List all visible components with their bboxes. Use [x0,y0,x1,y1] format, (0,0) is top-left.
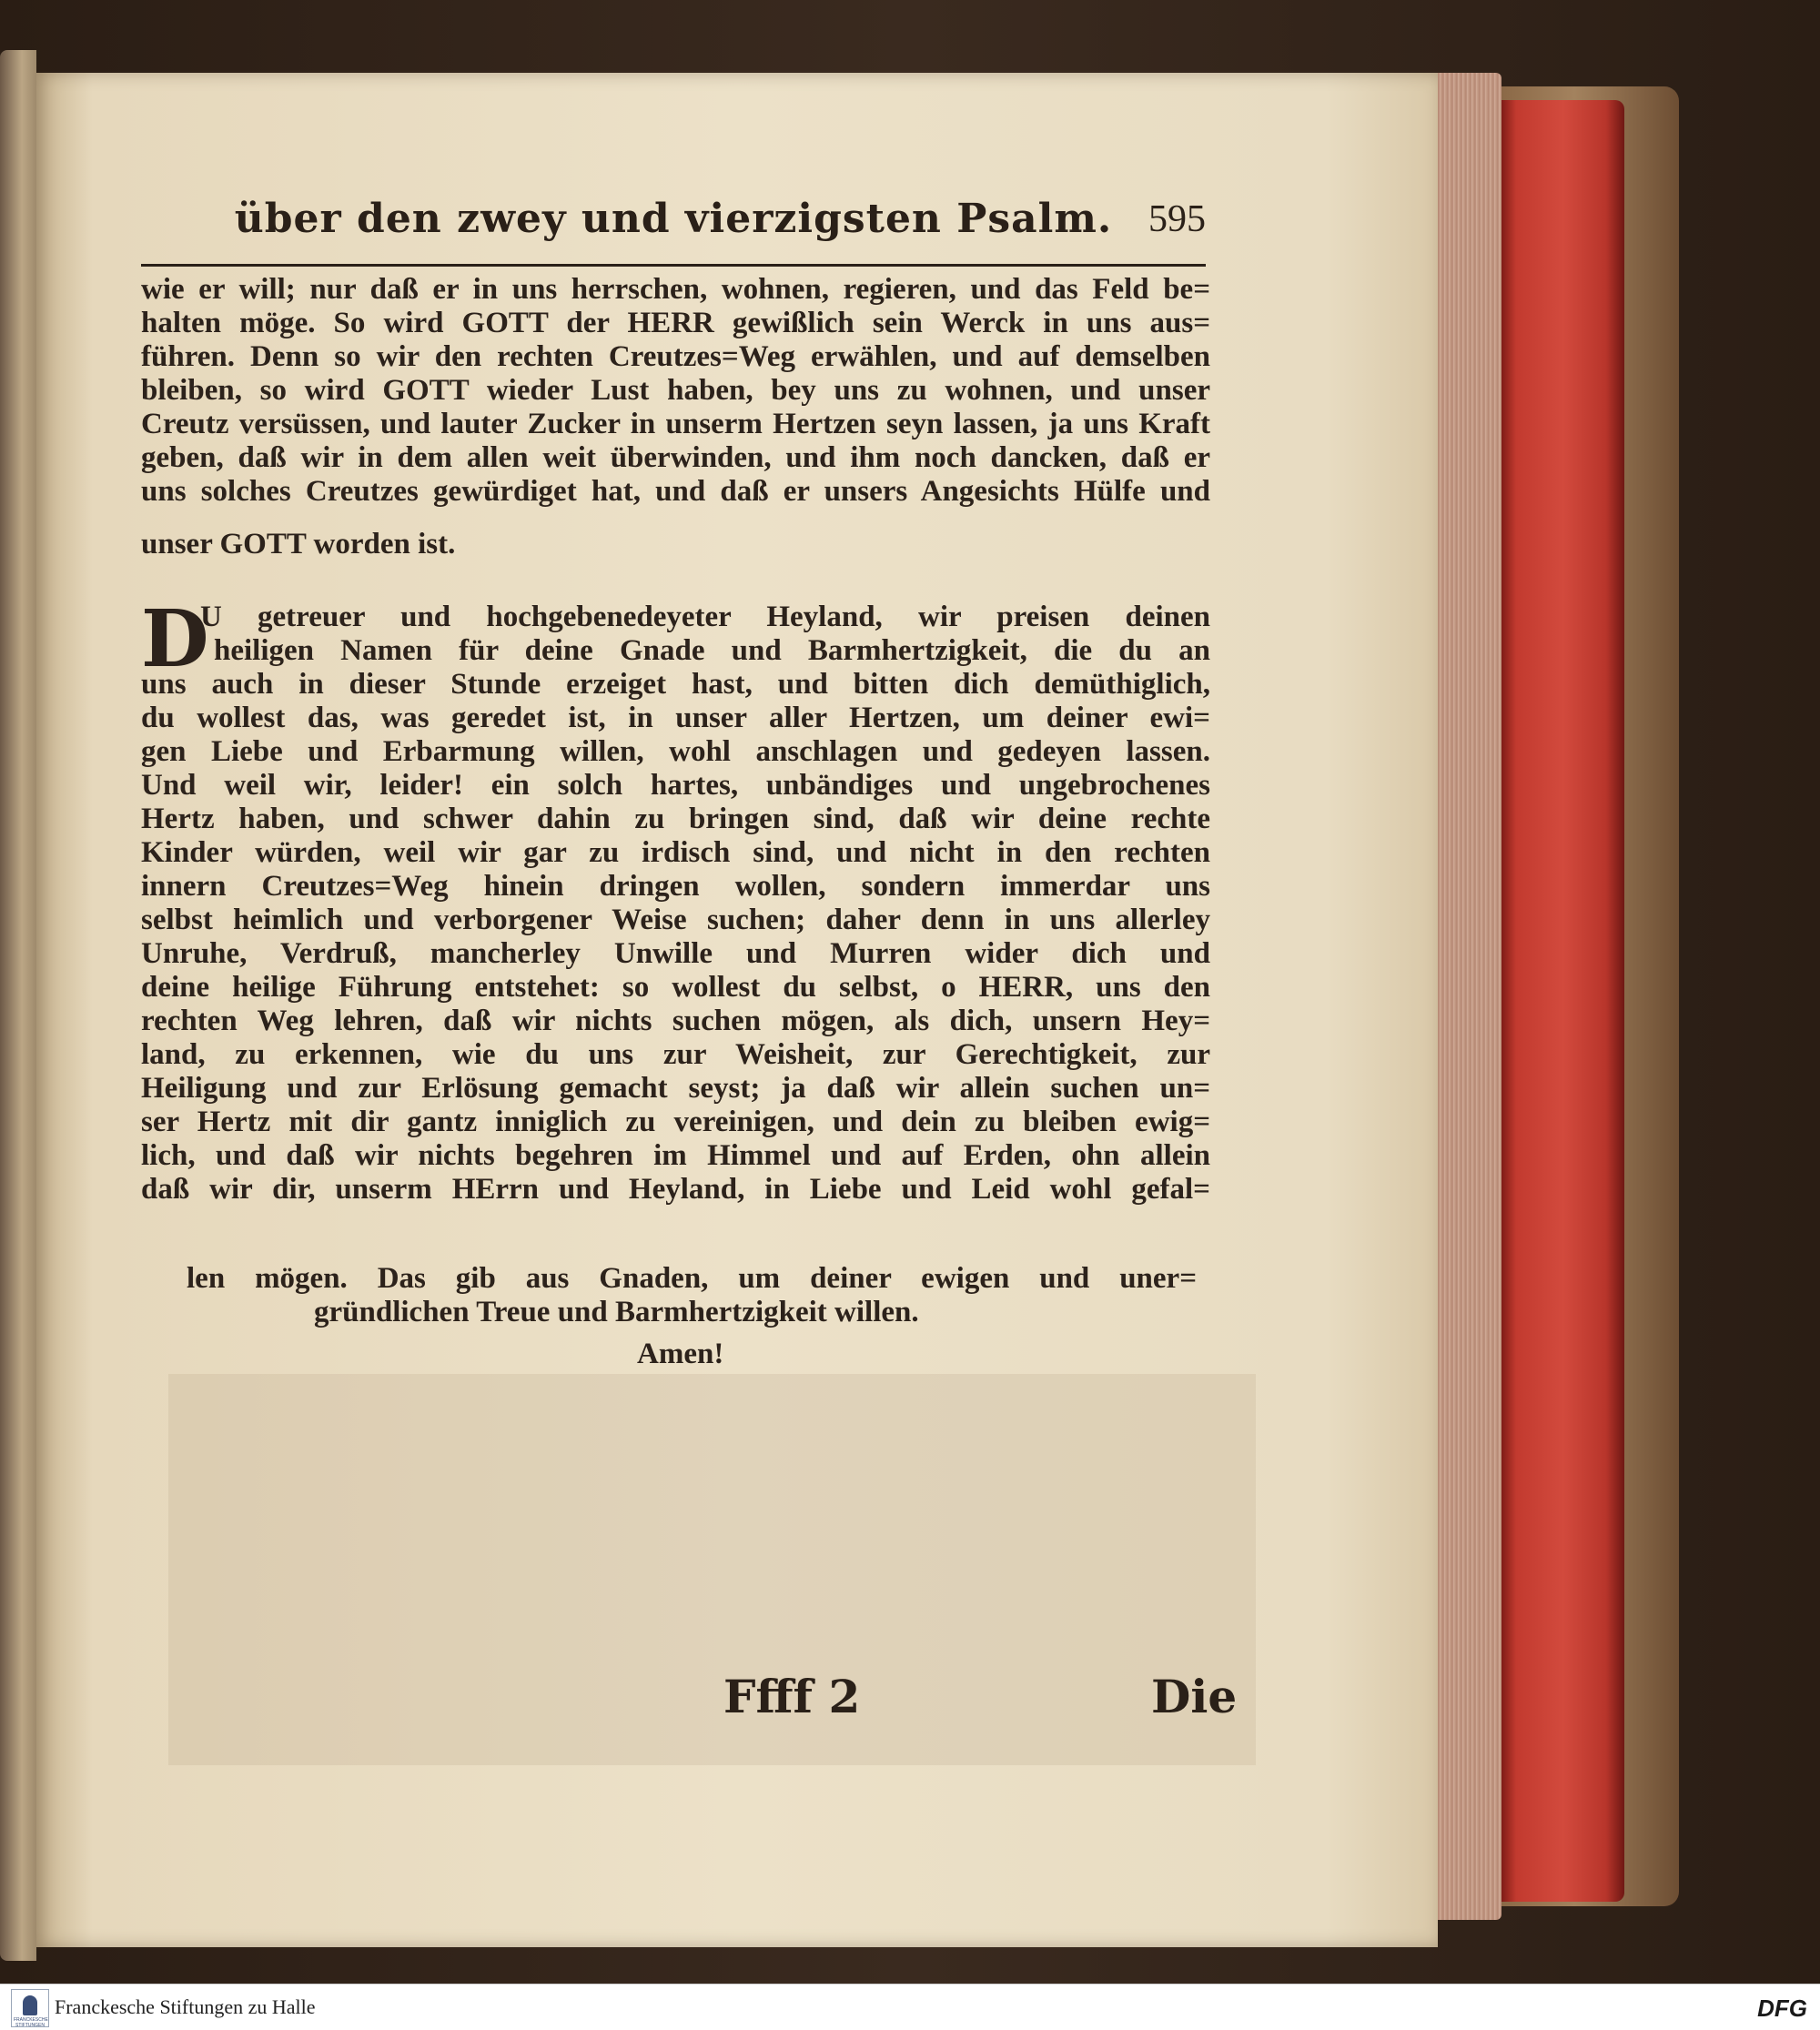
page-number: 595 [1148,198,1206,240]
logo-text: FRANCKESCHE STIFTUNGEN [14,2017,48,2028]
text-line: gen Liebe und Erbarmung willen, wohl anschlagen und gedeyen lassen. [141,735,1210,768]
page-edges [1427,73,1502,1920]
text-line: Kinder würden, weil wir gar zu irdisch sind, und nicht in den rechten [141,836,1210,869]
text-line: bleiben, so wird GOTT wieder Lust haben, bey uns zu wohnen, und unser [141,374,1210,407]
header-rule [141,264,1206,267]
catchword: Die [1151,1670,1238,1723]
text-line: Hertz haben, und schwer dahin zu bringen sind, daß wir deine rechte [141,803,1210,835]
text-line: U getreuer und hochgebenedeyeter Heyland, wir preisen deinen [200,601,1210,633]
text-line: wie er will; nur daß er in uns herrschen, wohnen, regieren, und das Feld be= [141,273,1210,306]
text-line: halten möge. So wird GOTT der HERR gewißlich sein Werck in uns aus= [141,307,1210,339]
text-line: Unruhe, Verdruß, mancherley Unwille und Murren wider dich und [141,937,1210,970]
text-line: deine heilige Führung entstehet: so wollest du selbst, o HERR, uns den [141,971,1210,1004]
text-line: Heiligung und zur Erlösung gemacht seyst; ja daß wir allein suchen un= [141,1072,1210,1105]
text-line: unser GOTT worden ist. [141,528,456,561]
logo-figure-icon [23,1995,37,2015]
page-header [141,187,1206,267]
running-title: über den zwey und vierzigsten Psalm. [234,196,1113,242]
text-line: gründlichen Treue und Barmhertzigkeit willen. [314,1296,919,1328]
left-page-edge [0,50,36,1961]
institution-logo-icon[interactable] [11,1989,49,2027]
text-line: ser Hertz mit dir gantz inniglich zu vereinigen, und dein zu bleiben ewig= [141,1106,1210,1138]
text-line: land, zu erkennen, wie du uns zur Weisheit, zur Gerechtigkeit, zur [141,1038,1210,1071]
text-line-amen: Amen! [637,1338,724,1370]
text-line: geben, daß wir in dem allen weit überwinden, und ihm noch dancken, daß er [141,441,1210,474]
viewer-footer [0,1984,1820,2030]
text-line: selbst heimlich und verborgener Weise suchen; daher denn in uns allerley [141,904,1210,936]
institution-name[interactable]: Franckesche Stiftungen zu Halle [55,1995,316,2018]
text-line: Und weil wir, leider! ein solch hartes, unbändiges und ungebrochenes [141,769,1210,802]
text-line: führen. Denn so wir den rechten Creutzes=Weg erwählen, und auf demselben [141,340,1210,373]
text-line: daß wir dir, unserm HErrn und Heyland, in Liebe und Leid wohl gefal= [141,1173,1210,1206]
drop-cap: D [141,593,209,685]
red-page-edge [1502,100,1624,1902]
text-line: uns solches Creutzes gewürdiget hat, und daß er unsers Angesichts Hülfe und [141,475,1210,508]
text-line: Creutz versüssen, und lauter Zucker in unserm Hertzen seyn lassen, ja uns Kraft [141,408,1210,440]
show-through [168,1374,1256,1765]
text-line: rechten Weg lehren, daß wir nichts suchen mögen, als dich, unsern Hey= [141,1005,1210,1037]
text-line: len mögen. Das gib aus Gnaden, um deiner ewigen und uner= [187,1262,1197,1295]
dfg-logo[interactable]: DFG [1757,1995,1807,2022]
text-line: du wollest das, was geredet ist, in unser aller Hertzen, um deiner ewi= [141,702,1210,734]
text-line: innern Creutzes=Weg hinein dringen wollen, sondern immerdar uns [141,870,1210,903]
text-line: lich, und daß wir nichts begehren im Himmel und auf Erden, ohn allein [141,1139,1210,1172]
text-line: heiligen Namen für deine Gnade und Barmhertzigkeit, die du an [214,634,1210,667]
text-line: uns auch in dieser Stunde erzeiget hast, und bitten dich demüthiglich, [141,668,1210,701]
signature-mark: Ffff 2 [723,1670,861,1723]
